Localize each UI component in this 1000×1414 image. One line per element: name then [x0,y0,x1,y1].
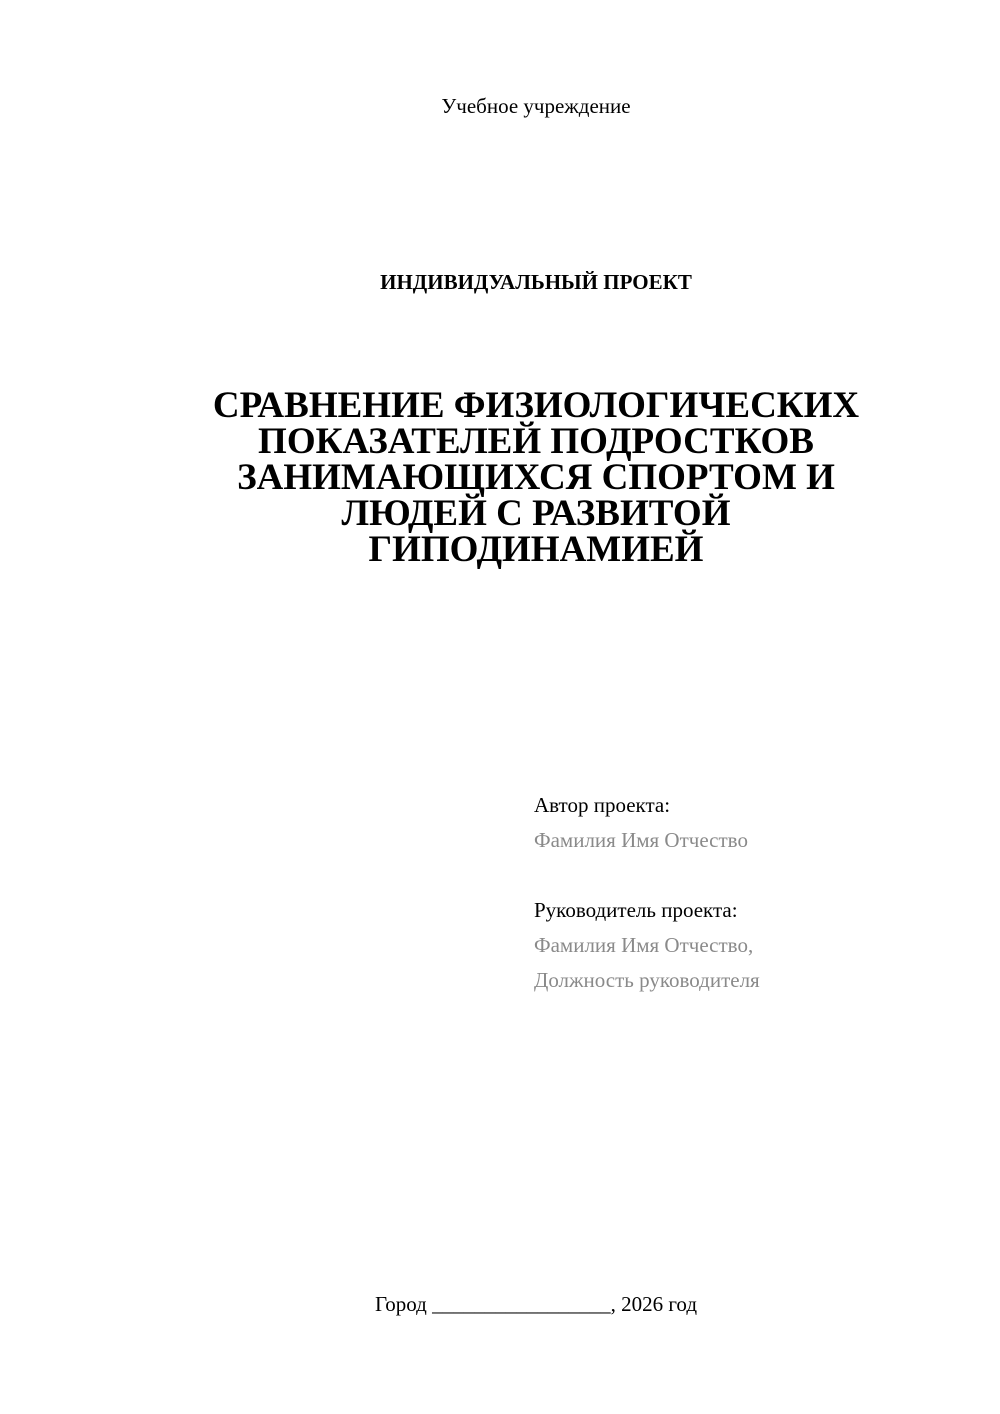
title-line: СРАВНЕНИЕ ФИЗИОЛОГИЧЕСКИХ [212,385,860,426]
title-line: ГИПОДИНАМИЕЙ [368,529,704,570]
title-line: ПОКАЗАТЕЛЕЙ ПОДРОСТКОВ [258,421,814,462]
supervisor-label: Руководитель проекта: [534,898,738,922]
institution-name: Учебное учреждение [441,94,631,118]
title-line: ЛЮДЕЙ С РАЗВИТОЙ [341,493,731,534]
supervisor-position: Должность руководителя [534,968,760,992]
title-line: ЗАНИМАЮЩИХСЯ СПОРТОМ И [237,457,835,498]
author-block [534,788,974,858]
supervisor-name: Фамилия Имя Отчество, [534,933,754,957]
city-year-line: Город _________________, 2026 год [374,1292,698,1316]
project-title [130,385,942,570]
author-name: Фамилия Имя Отчество [534,828,748,852]
document-type: ИНДИВИДУАЛЬНЫЙ ПРОЕКТ [380,270,692,294]
supervisor-block [534,893,974,998]
author-label: Автор проекта: [534,793,671,817]
